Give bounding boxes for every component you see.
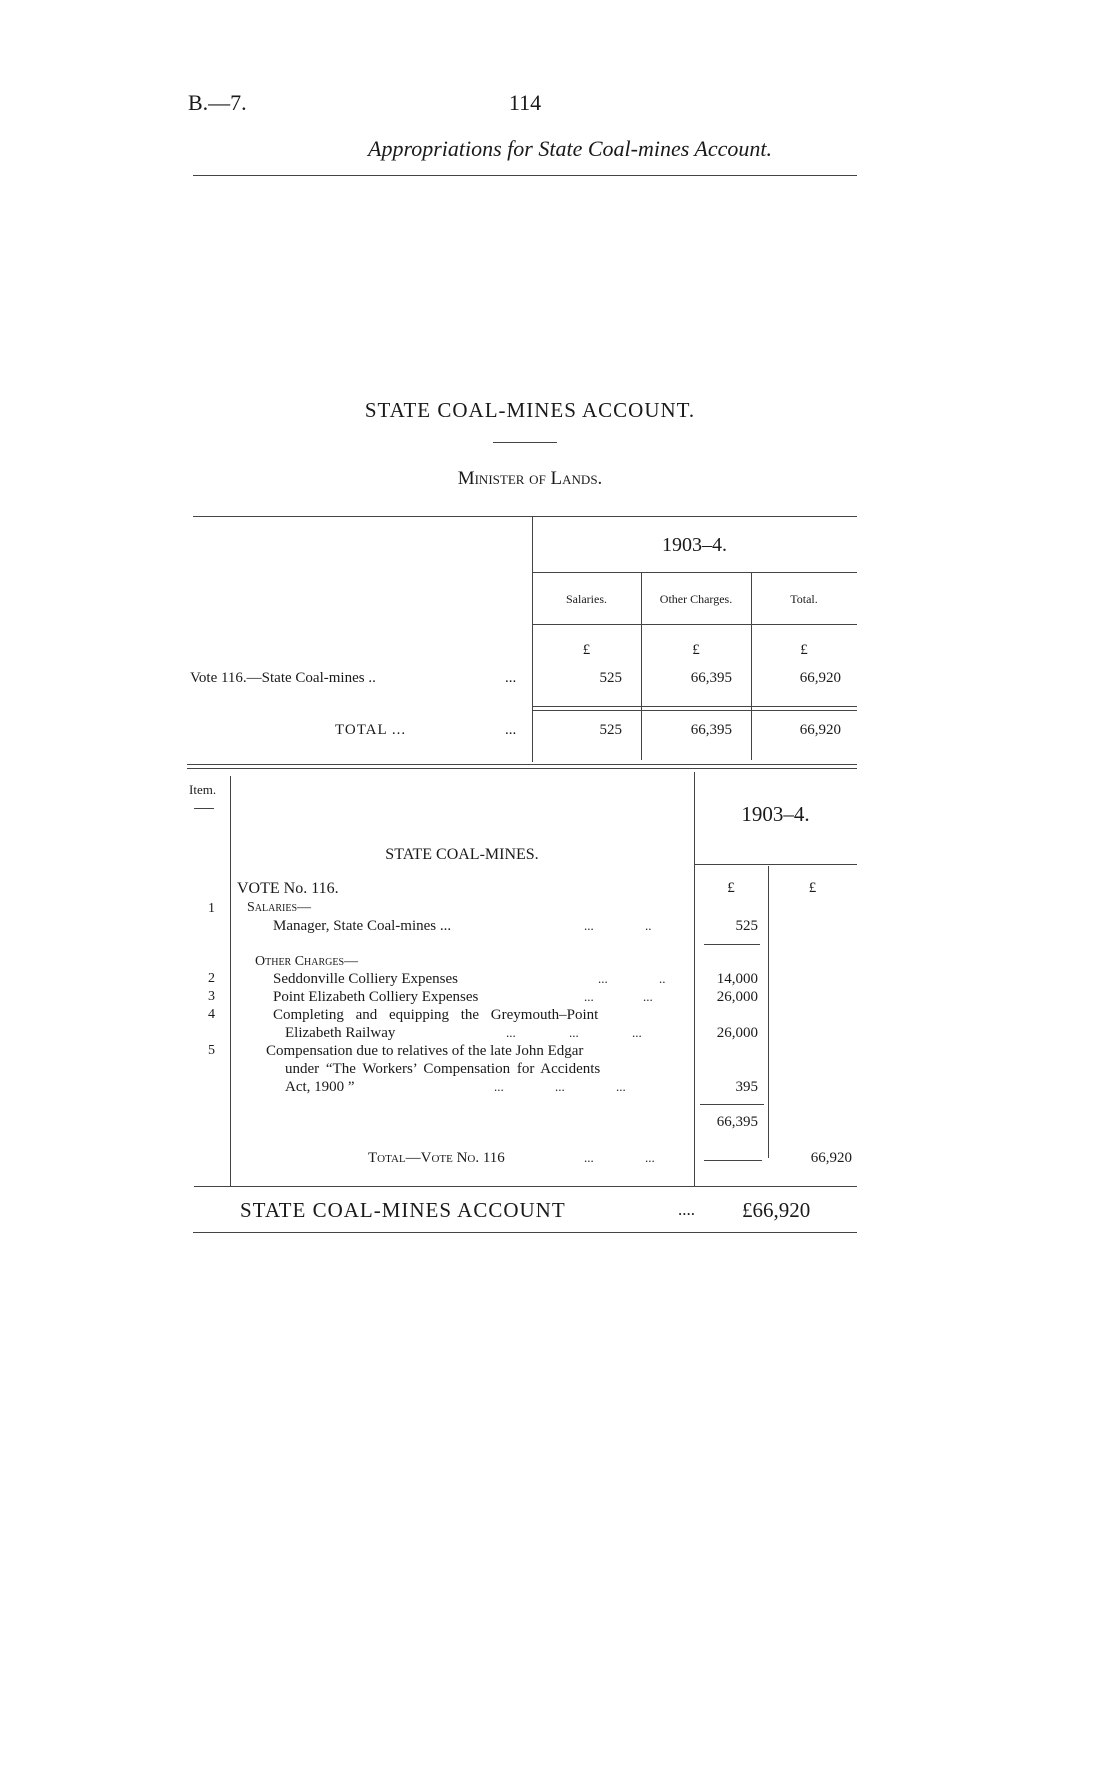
vote-salaries: 525 <box>599 670 622 686</box>
item-header-rule <box>194 808 214 809</box>
page-number: 114 <box>508 90 542 115</box>
total-rule <box>532 710 857 711</box>
leader-dots: ... ... ... <box>506 1025 642 1040</box>
item-amount: 14,000 <box>716 971 758 987</box>
item-description-continued: Act, 1900 ” <box>285 1079 355 1095</box>
currency-symbol: £ <box>692 642 700 658</box>
item-number: 2 <box>208 971 215 986</box>
item-number: 3 <box>208 989 215 1004</box>
item-description: Compensation due to relatives of the late John Edgar <box>266 1043 584 1059</box>
page-title: STATE COAL-MINES ACCOUNT. <box>364 398 696 422</box>
header-rule <box>193 175 857 176</box>
vote-total-label: Total—Vote No. 116 <box>368 1150 505 1166</box>
total-total: 66,920 <box>799 722 841 738</box>
item-column-divider <box>230 776 231 1186</box>
total-rule <box>532 706 857 707</box>
subtotal-rule <box>700 1104 764 1105</box>
vote-other-charges: 66,395 <box>690 670 732 686</box>
vote-number: VOTE No. 116. <box>237 880 339 897</box>
running-title: Appropriations for State Coal-mines Account. <box>368 136 772 161</box>
summary-year-header: 1903–4. <box>662 534 727 556</box>
detail-top-rule <box>187 764 857 765</box>
subtotal-rule <box>704 944 760 945</box>
footer-rule <box>193 1232 857 1233</box>
other-charges-subheading: Other Charges— <box>255 954 359 969</box>
total-other-charges: 66,395 <box>690 722 732 738</box>
item-description: Seddonville Colliery Expenses <box>273 971 458 987</box>
item-description: Completing and equipping the Greymouth–Point <box>273 1007 599 1023</box>
detail-top-rule <box>187 768 857 769</box>
summary-year-rule <box>532 572 857 573</box>
page-reference: B.—7. <box>188 90 247 115</box>
account-total-label: STATE COAL-MINES ACCOUNT <box>240 1198 566 1222</box>
other-charges-subtotal: 66,395 <box>716 1114 758 1130</box>
item-number: 1 <box>208 901 215 916</box>
item-number: 4 <box>208 1007 215 1022</box>
detail-year-rule <box>694 864 857 865</box>
currency-symbol: £ <box>582 642 591 658</box>
item-description-continued: under “The Workers’ Compensation for Accidents <box>285 1061 601 1077</box>
title-rule <box>493 442 557 443</box>
item-description: Point Elizabeth Colliery Expenses <box>273 989 479 1005</box>
account-total-amount: £66,920 <box>742 1198 811 1222</box>
item-amount: 525 <box>735 918 758 934</box>
item-description: Manager, State Coal-mines ... <box>273 918 452 934</box>
currency-symbol: £ <box>727 880 735 896</box>
vote-total-amount: 66,920 <box>810 1150 852 1166</box>
leader-dots: ... .. <box>584 918 652 933</box>
item-description-continued: Elizabeth Railway <box>285 1025 396 1041</box>
col-header-salaries: Salaries. <box>566 592 607 606</box>
currency-symbol: £ <box>808 880 817 896</box>
dash-rule <box>704 1160 762 1161</box>
item-column-header: Item. <box>189 782 217 797</box>
leader-dots: ... .. <box>598 971 666 986</box>
leader-dots: ... <box>505 722 517 738</box>
leader-dots: ... ... <box>584 989 653 1004</box>
leader-dots: ... ... ... <box>494 1079 626 1094</box>
vote-label: Vote 116.—State Coal-mines .. <box>190 670 376 686</box>
detail-year-header: 1903–4. <box>741 802 810 826</box>
col-header-total: Total. <box>790 592 818 606</box>
minister-heading: Minister of Lands. <box>457 468 603 489</box>
amount-col-sep <box>768 866 769 1158</box>
total-salaries: 525 <box>599 722 622 738</box>
summary-total-label: TOTAL ... <box>335 722 407 738</box>
item-amount: 395 <box>735 1079 758 1095</box>
detail-bottom-rule <box>194 1186 857 1187</box>
vote-total: 66,920 <box>799 670 841 686</box>
leader-dots: .... <box>678 1200 695 1219</box>
summary-header-rule <box>532 624 857 625</box>
item-amount: 26,000 <box>716 989 758 1005</box>
summary-top-rule <box>193 516 857 517</box>
detail-heading: STATE COAL-MINES. <box>385 846 539 863</box>
item-amount: 26,000 <box>716 1025 758 1041</box>
leader-dots: ... ... <box>584 1150 655 1165</box>
leader-dots: ... <box>505 670 517 686</box>
currency-symbol: £ <box>800 642 808 658</box>
item-number: 5 <box>208 1043 215 1058</box>
col-header-other-charges: Other Charges. <box>659 592 733 606</box>
salaries-subheading: Salaries— <box>247 900 312 915</box>
